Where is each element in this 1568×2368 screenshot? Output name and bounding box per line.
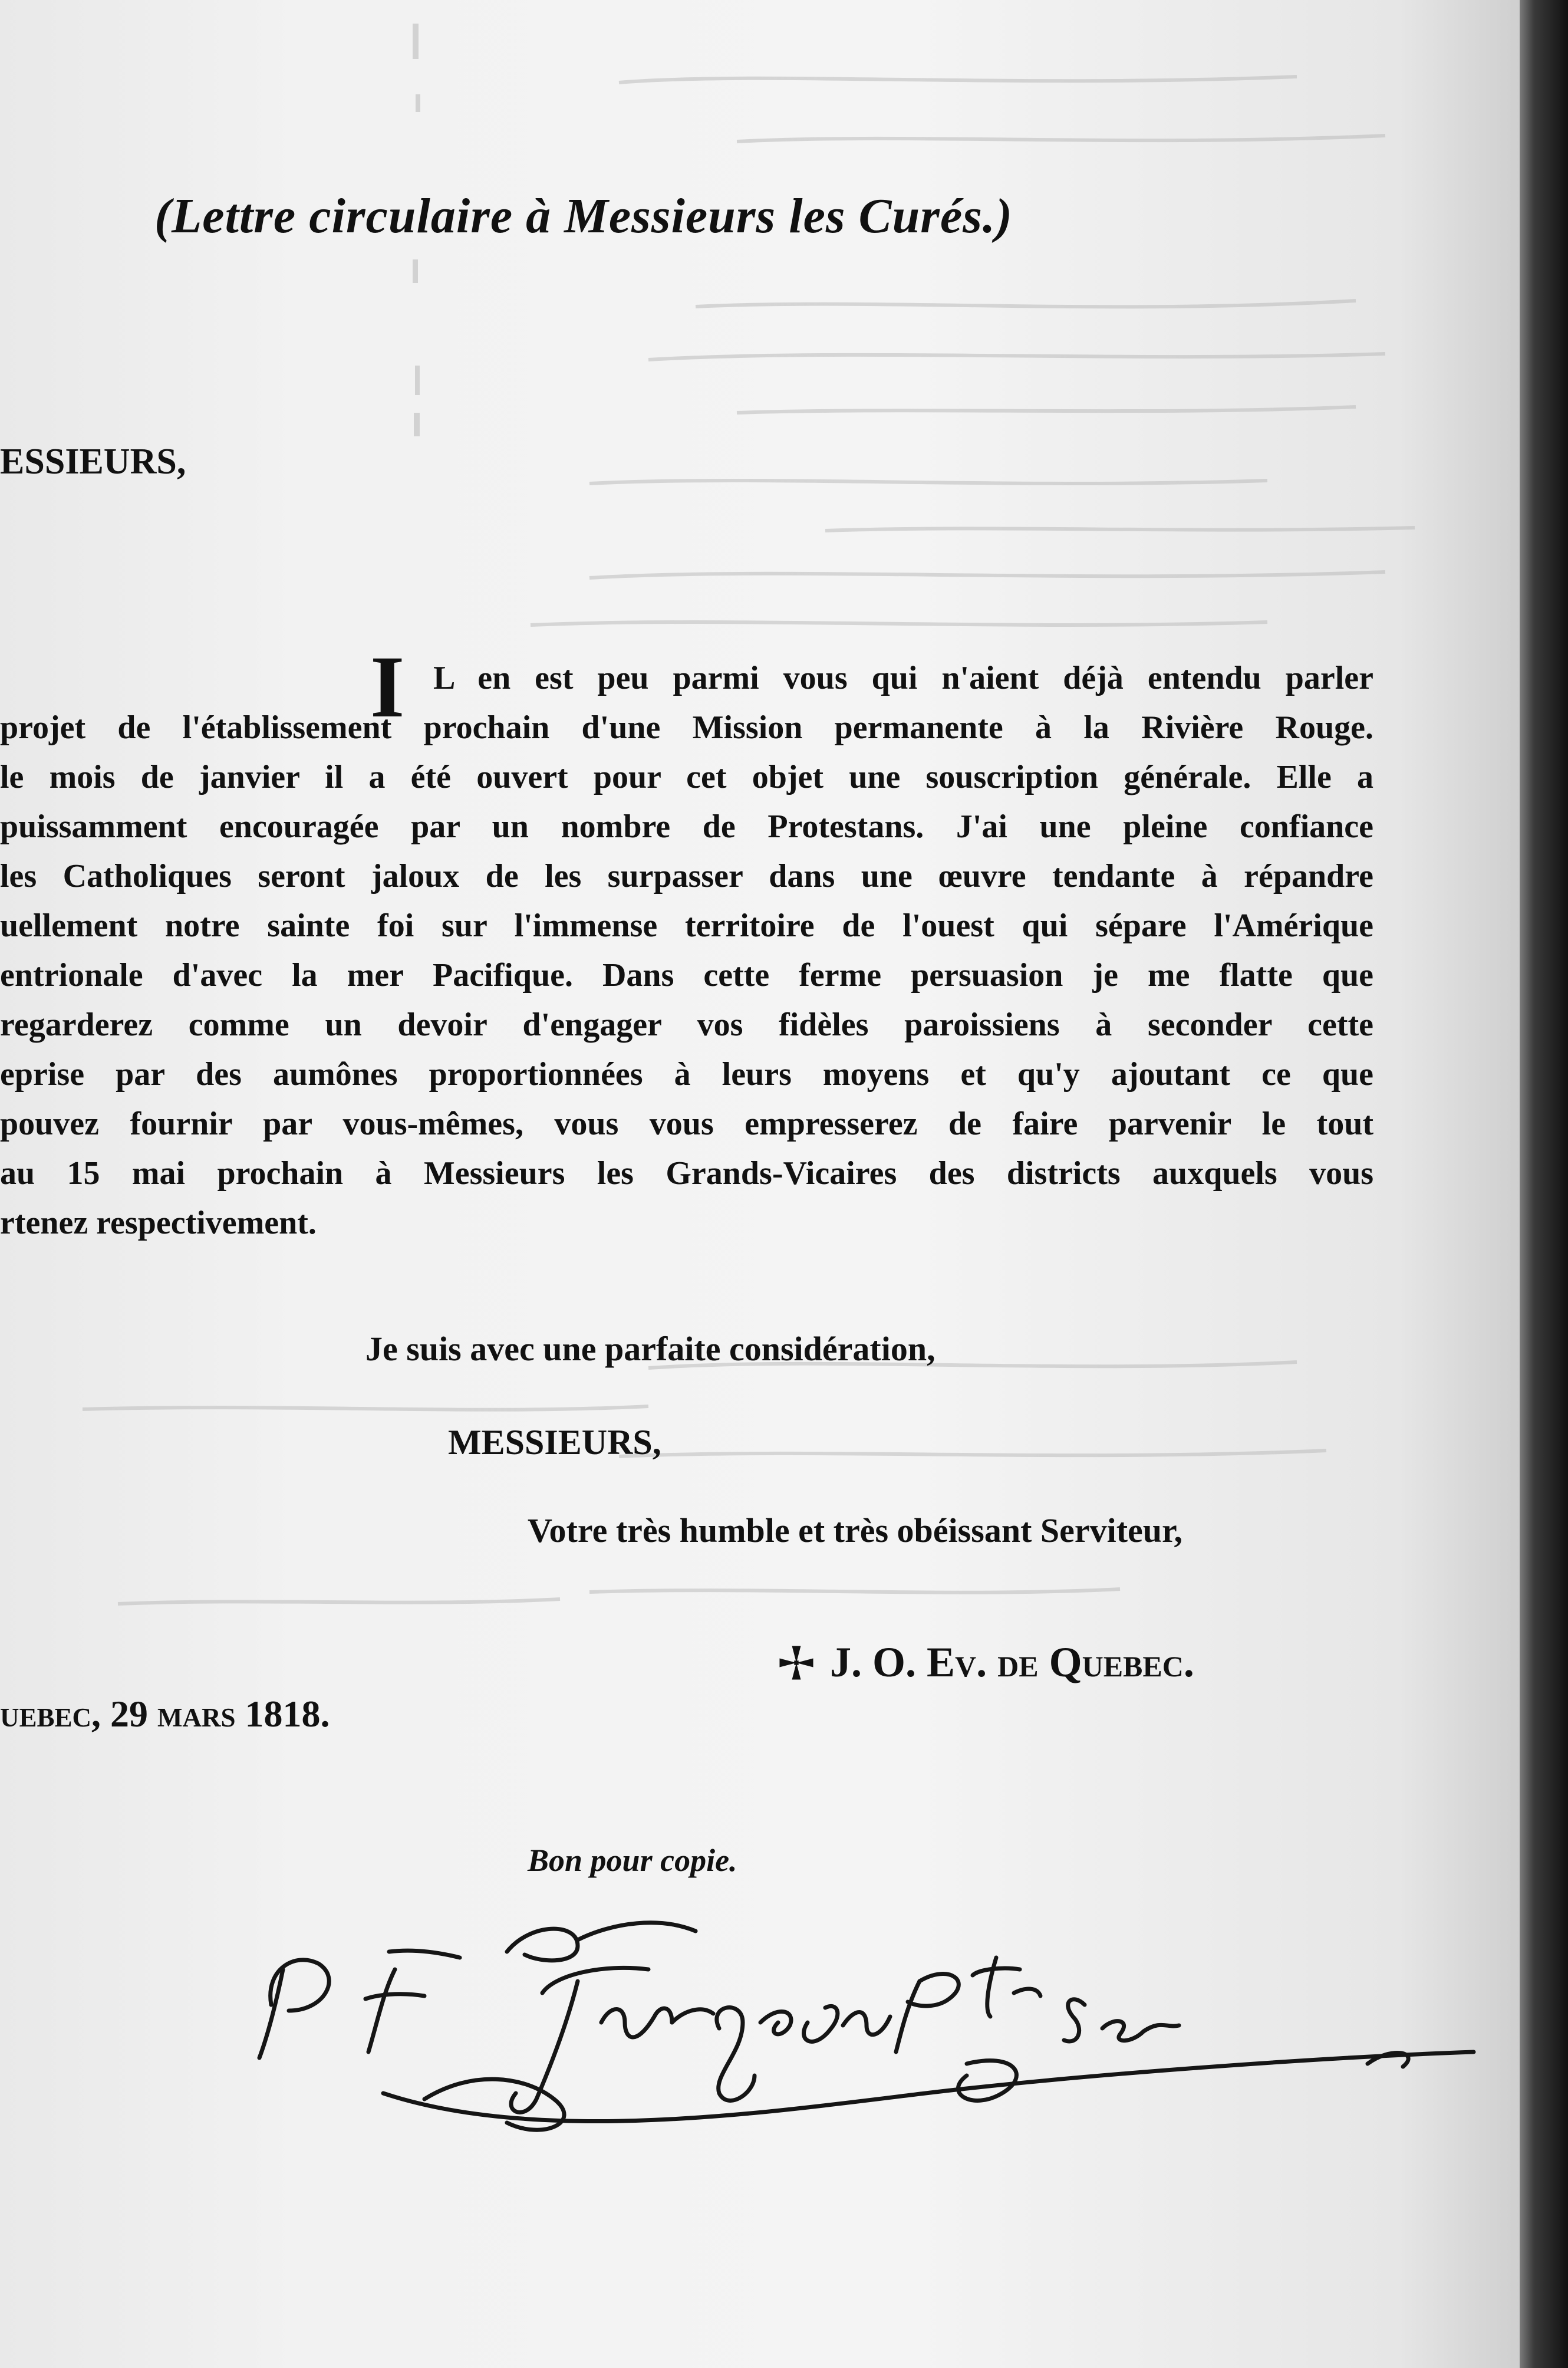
cross-pattee-icon: [778, 1645, 815, 1681]
letter-heading: (Lettre circulaire à Messieurs les Curés.): [154, 189, 1013, 244]
handwritten-signature: [248, 1899, 1485, 2146]
drop-cap: I: [370, 638, 405, 736]
copy-attestation: Bon pour copie.: [528, 1843, 737, 1878]
scan-edge-shadow: [1520, 0, 1568, 2368]
body-line: au 15 mai prochain à Messieurs les Grands-Vicaires des districts auxquels vous: [0, 1155, 1373, 1192]
body-line: le mois de janvier il a été ouvert pour cet objet une souscription générale. Elle a: [0, 759, 1373, 795]
body-line: puissamment encouragée par un nombre de Protestans. J'ai une pleine confiance: [0, 808, 1373, 845]
closing-phrase: Je suis avec une parfaite considération,: [365, 1330, 935, 1368]
body-line: projet de l'établissement prochain d'une Mission permanente à la Rivière Rouge.: [0, 709, 1373, 746]
closing-salutation: MESSIEURS,: [448, 1423, 661, 1462]
body-line: regarderez comme un devoir d'engager vos fidèles paroissiens à seconder cette: [0, 1007, 1373, 1043]
body-line: pouvez fournir par vous-mêmes, vous vous empresserez de faire parvenir le tout: [0, 1106, 1373, 1142]
body-line: les Catholiques seront jaloux de les surpasser dans une œuvre tendante à répandre: [0, 858, 1373, 894]
signer-block: [778, 1638, 1194, 1687]
signer-name: J. O. Ev. de Quebec.: [830, 1639, 1194, 1686]
body-line: eprise par des aumônes proportionnées à leurs moyens et qu'y ajoutant ce que: [0, 1056, 1373, 1093]
body-line: rtenez respectivement.: [0, 1205, 317, 1241]
body-line: uellement notre sainte foi sur l'immense territoire de l'ouest qui sépare l'Amérique: [0, 907, 1373, 944]
body-line: L en est peu parmi vous qui n'aient déjà entendu parler: [433, 660, 1373, 696]
body-line: entrionale d'avec la mer Pacifique. Dans cette ferme persuasion je me flatte que: [0, 957, 1373, 994]
place-and-date: uebec, 29 mars 1818.: [0, 1693, 330, 1735]
salutation: ESSIEURS,: [0, 442, 186, 482]
servant-line: Votre très humble et très obéissant Serviteur,: [528, 1511, 1182, 1550]
